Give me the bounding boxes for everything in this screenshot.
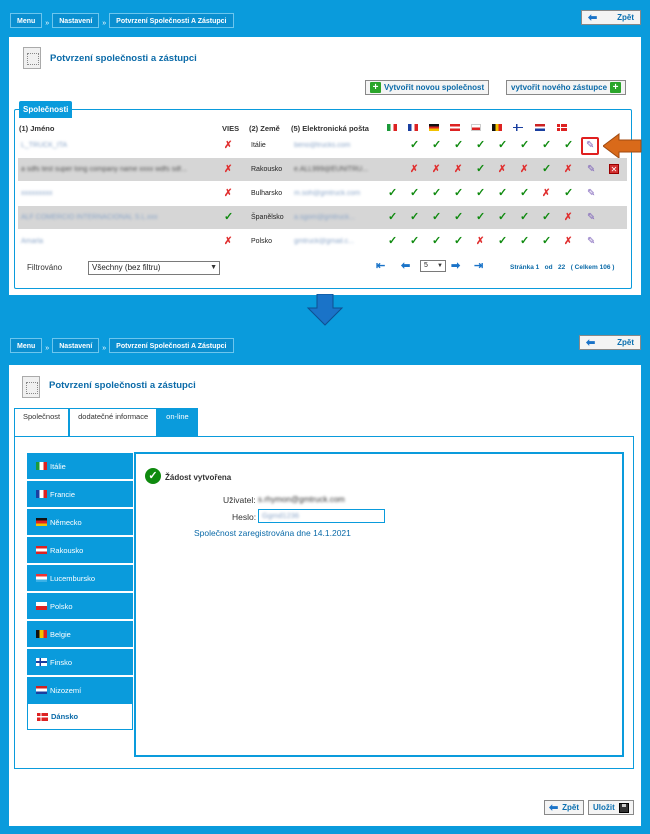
delete-button[interactable] [609, 158, 619, 181]
flag-poland-icon [471, 124, 481, 131]
breadcrumb-menu[interactable]: Menu [10, 338, 42, 353]
country-item-poland[interactable] [27, 593, 133, 620]
flag-netherlands-icon [535, 124, 545, 131]
vies-cross-icon: ✗ [224, 236, 233, 247]
prev-page-icon[interactable]: ⬅ [401, 260, 411, 272]
page-size-value: 5 [424, 262, 428, 269]
next-page-icon[interactable]: ➡ [451, 260, 461, 272]
country-item-luxembourg[interactable] [27, 565, 133, 592]
back-button[interactable] [579, 335, 641, 350]
user-label: Uživatel: [223, 495, 256, 505]
last-page-icon[interactable]: ⇥ [474, 260, 484, 272]
back-arrow-icon: ⬅ [588, 12, 598, 24]
table-row[interactable] [18, 182, 627, 205]
breadcrumb-separator: » [102, 20, 107, 27]
tab-online[interactable]: on-line [157, 408, 198, 437]
email: e.ALL999@EUNITRU... [294, 166, 369, 173]
cross-icon: ✗ [564, 212, 573, 223]
country-item-austria[interactable] [27, 537, 133, 564]
filter-select[interactable] [88, 261, 220, 275]
table-row[interactable] [18, 230, 627, 253]
check-icon: ✓ [454, 211, 464, 223]
check-icon: ✓ [498, 139, 508, 151]
country-label: Dánsko [51, 712, 79, 721]
check-icon: ✓ [388, 187, 398, 199]
filter-label: Filtrováno [27, 263, 63, 272]
check-icon: ✓ [498, 187, 508, 199]
flag-germany-icon [429, 124, 439, 131]
email: beno@trucks.com [294, 142, 351, 149]
flag-belgium-icon [492, 124, 502, 131]
flag-finland-icon [36, 658, 47, 666]
table-row[interactable] [18, 158, 627, 181]
page-size-select[interactable] [420, 260, 446, 272]
cross-icon: ✗ [454, 164, 463, 175]
company-name: a sdfs test super long company name xxxx wdfs sdf... [21, 166, 187, 173]
filter-select-value: Všechny (bez filtru) [92, 263, 161, 272]
new-company-button[interactable] [365, 80, 489, 95]
country-item-denmark[interactable] [27, 703, 133, 730]
country-label: Nizozemí [50, 685, 82, 695]
flag-finland-icon [513, 124, 523, 131]
check-icon: ✓ [476, 163, 486, 175]
save-button[interactable] [588, 800, 634, 815]
country: Itálie [251, 142, 266, 149]
breadcrumb-menu[interactable]: Menu [10, 13, 42, 28]
check-icon: ✓ [388, 211, 398, 223]
column-header-email[interactable]: (5) Elektronická pošta [291, 124, 369, 133]
check-icon: ✓ [520, 187, 530, 199]
country-item-germany[interactable] [27, 509, 133, 536]
back-button[interactable] [581, 10, 641, 25]
first-page-icon[interactable]: ⇤ [376, 260, 386, 272]
check-icon: ✓ [542, 163, 552, 175]
cross-icon: ✗ [564, 164, 573, 175]
check-icon: ✓ [432, 187, 442, 199]
edit-pencil-icon[interactable]: ✎ [587, 188, 596, 199]
password-value: Ggmd1236 [262, 511, 300, 520]
country-item-france[interactable] [27, 481, 133, 508]
check-icon: ✓ [542, 139, 552, 151]
check-icon: ✓ [498, 235, 508, 247]
table-row[interactable] [18, 206, 627, 229]
country-item-finland[interactable] [27, 649, 133, 676]
flag-italy-icon [387, 124, 397, 131]
check-icon: ✓ [432, 139, 442, 151]
user-value: s.rhymon@gmtruck.com [258, 495, 345, 504]
flag-austria-icon [450, 124, 460, 131]
check-icon: ✓ [498, 211, 508, 223]
plus-icon: + [610, 82, 621, 93]
back-button-label: Zpět [617, 338, 634, 347]
success-check-icon: ✓ [145, 468, 161, 484]
flag-belgium-icon [36, 630, 47, 638]
breadcrumb-settings[interactable]: Nastavení [52, 338, 99, 353]
flag-denmark-icon [37, 713, 48, 721]
country-label: Itálie [50, 461, 66, 471]
tab-bar [14, 408, 198, 437]
country: Polsko [251, 238, 273, 245]
country-label: Polsko [50, 601, 73, 611]
check-icon: ✓ [410, 235, 420, 247]
plus-icon: + [370, 82, 381, 93]
company-name: ALF COMERCIO INTERNACIONAL S.L.xxx [21, 214, 158, 221]
new-representative-button[interactable] [506, 80, 626, 95]
pagination-info: Stránka 1 od 22 ( Celkem 106 ) [510, 264, 615, 271]
status-text: Žádost vytvořena [165, 473, 232, 482]
check-icon: ✓ [542, 211, 552, 223]
chevron-down-icon: ▼ [437, 263, 443, 269]
edit-pencil-icon[interactable]: ✎ [587, 236, 596, 247]
table-row[interactable] [18, 134, 627, 157]
vies-check-icon: ✓ [224, 211, 234, 223]
tab-company[interactable]: Společnost [14, 408, 69, 437]
document-icon [23, 47, 41, 69]
country: Bulharsko [251, 190, 283, 197]
back-arrow-icon: ⬅ [549, 802, 559, 814]
check-icon: ✓ [410, 139, 420, 151]
cross-icon: ✗ [432, 164, 441, 175]
back-arrow-icon: ⬅ [586, 337, 596, 349]
column-header-name[interactable]: (1) Jméno [19, 124, 55, 133]
back-button-label: Zpět [562, 803, 579, 812]
vies-cross-icon: ✗ [224, 140, 233, 151]
delete-icon: ✕ [610, 165, 618, 174]
cross-icon: ✗ [498, 164, 507, 175]
flag-luxembourg-icon [36, 574, 47, 582]
check-icon: ✓ [564, 139, 574, 151]
check-icon: ✓ [432, 211, 442, 223]
cross-icon: ✗ [542, 188, 551, 199]
flag-germany-icon [36, 518, 47, 526]
flag-france-icon [36, 490, 47, 498]
vies-cross-icon: ✗ [224, 164, 233, 175]
breadcrumb-current: Potvrzení Společnosti A Zástupci [109, 338, 233, 353]
check-icon: ✓ [564, 187, 574, 199]
password-field[interactable] [258, 509, 385, 523]
country-label: Rakousko [50, 545, 84, 555]
column-header-vies[interactable]: VIES [222, 124, 240, 133]
country: Rakousko [251, 166, 283, 173]
country-item-italy[interactable] [27, 453, 133, 480]
check-icon: ✓ [454, 187, 464, 199]
back-button-label: Zpět [617, 13, 634, 22]
check-icon: ✓ [476, 139, 486, 151]
country-label: Belgie [50, 629, 71, 639]
edit-pencil-icon[interactable]: ✎ [586, 140, 595, 151]
email: m.soh@gmtruck.com [294, 190, 361, 197]
transition-arrow-icon [306, 294, 344, 326]
company-name: Amarla [21, 238, 44, 245]
flag-poland-icon [36, 602, 47, 610]
breadcrumb [10, 338, 234, 353]
breadcrumb-current: Potvrzení Společnosti A Zástupci [109, 13, 233, 28]
email: gmtruck@gmail.c... [294, 238, 355, 245]
chevron-down-icon: ▼ [210, 264, 217, 271]
pointer-arrow-icon [603, 132, 643, 160]
flag-italy-icon [36, 462, 47, 470]
check-icon: ✓ [476, 187, 486, 199]
country-label: Finsko [50, 657, 73, 667]
flag-france-icon [408, 124, 418, 131]
tab-additional-info[interactable]: dodatečné informace [69, 408, 157, 437]
check-icon: ✓ [520, 211, 530, 223]
check-icon: ✓ [542, 235, 552, 247]
cross-icon: ✗ [476, 236, 485, 247]
country-item-netherlands[interactable] [27, 677, 133, 704]
page-title: Potvrzení společnosti a zástupci [50, 53, 197, 64]
new-company-label: Vytvořit novou společnost [384, 83, 485, 92]
check-icon: ✓ [454, 235, 464, 247]
check-icon: ✓ [520, 139, 530, 151]
vies-cross-icon: ✗ [224, 188, 233, 199]
breadcrumb-settings[interactable]: Nastavení [52, 13, 99, 28]
back-button-bottom[interactable] [544, 800, 584, 815]
save-button-label: Uložit [593, 803, 615, 812]
breadcrumb-separator: » [45, 20, 50, 27]
cross-icon: ✗ [564, 236, 573, 247]
flag-denmark-icon [557, 124, 567, 131]
column-header-country[interactable]: (2) Země [249, 124, 280, 133]
check-icon: ✓ [410, 187, 420, 199]
email: a.sgom@gmtruck... [294, 214, 355, 221]
breadcrumb [10, 13, 234, 28]
cross-icon: ✗ [410, 164, 419, 175]
country-label: Lucembursko [50, 573, 96, 583]
document-icon [22, 376, 40, 398]
breadcrumb-separator: » [102, 345, 107, 352]
new-representative-label: vytvořit nového zástupce [511, 83, 608, 92]
check-icon: ✓ [432, 235, 442, 247]
check-icon: ✓ [520, 235, 530, 247]
registration-date: Společnost zaregistrována dne 14.1.2021 [194, 528, 351, 538]
flag-netherlands-icon [36, 686, 47, 694]
check-icon: ✓ [454, 139, 464, 151]
floppy-disk-icon [619, 803, 629, 813]
breadcrumb-separator: » [45, 345, 50, 352]
check-icon: ✓ [476, 211, 486, 223]
company-name: xxxxxxxxx [21, 190, 53, 197]
country: Španělsko [251, 214, 284, 221]
companies-legend: Společnosti [19, 101, 72, 118]
check-icon: ✓ [388, 235, 398, 247]
cross-icon: ✗ [520, 164, 529, 175]
edit-pencil-icon[interactable]: ✎ [587, 212, 596, 223]
flag-austria-icon [36, 546, 47, 554]
country-detail-box [134, 452, 624, 757]
company-name: L_TRUCK_ITA [21, 142, 68, 149]
country-item-belgium[interactable] [27, 621, 133, 648]
edit-pencil-icon[interactable]: ✎ [587, 164, 596, 175]
page-title: Potvrzení společnosti a zástupci [49, 380, 196, 391]
password-label: Heslo: [232, 512, 257, 522]
country-label: Francie [50, 489, 76, 499]
check-icon: ✓ [410, 211, 420, 223]
country-label: Německo [50, 517, 82, 527]
